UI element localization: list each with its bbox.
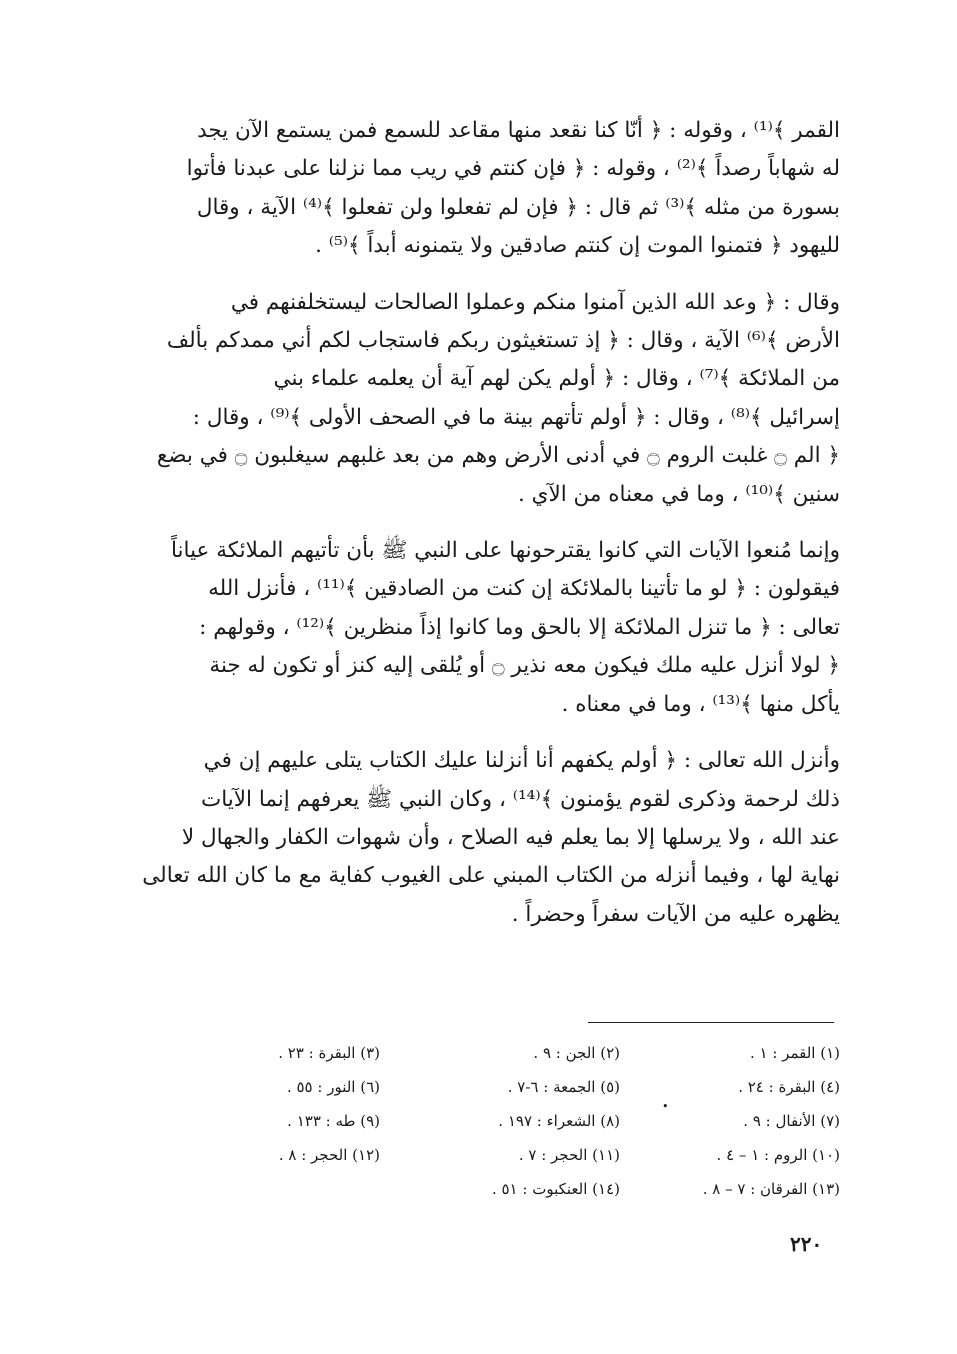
footnote: (٥) الجمعة : ٦-٧ . xyxy=(507,1078,620,1096)
footnote: (١٤) العنكبوت : ٥١ . xyxy=(491,1180,620,1198)
text-line: تعالى : ﴿ ما تنزل الملائكة إلا بالحق وما كانوا إذاً منظرين ﴾⁽¹²⁾ ، وقولهم : xyxy=(199,614,840,640)
footnote: (٦) النور : ٥٥ . xyxy=(286,1078,380,1096)
footnote: (١١) الحجر : ٧ . xyxy=(518,1146,620,1164)
footnote: (٨) الشعراء : ١٩٧ . xyxy=(498,1112,620,1130)
footnote-divider xyxy=(588,1022,834,1023)
text-line: الأرض ﴾⁽⁶⁾ الآية ، وقال : ﴿ إذ تستغيثون ربكم فاستجاب لكم أني ممدكم بألف xyxy=(166,328,840,354)
footnote-row xyxy=(150,1172,840,1206)
ink-speck: • xyxy=(662,1100,669,1113)
text-line: عند الله ، ولا يرسلها إلا بما يعلم فيه الصلاح ، وأن شهوات الكفار والجهال لا xyxy=(181,824,840,850)
text-line: إسرائيل ﴾⁽⁸⁾ ، وقال : ﴿ أولم تأتهم بينة ما في الصحف الأولى ﴾⁽⁹⁾ ، وقال : xyxy=(192,404,840,430)
text-line: لليهود ﴿ فتمنوا الموت إن كنتم صادقين ولا يتمنونه أبداً ﴾⁽⁵⁾ . xyxy=(315,233,840,259)
footnote: (٣) البقرة : ٢٣ . xyxy=(278,1044,380,1062)
footnote xyxy=(160,1172,380,1206)
footnote: (٤) البقرة : ٢٤ . xyxy=(738,1078,840,1096)
text-line: يأكل منها ﴾⁽¹³⁾ ، وما في معناه . xyxy=(561,691,840,717)
page-number: ٢٢٠ xyxy=(790,1232,823,1256)
text-line: ذلك لرحمة وذكرى لقوم يؤمنون ﴾⁽¹⁴⁾ ، وكان النبي ﷺ يعرفهم إنما الآيات xyxy=(200,786,840,812)
text-line: من الملائكة ﴾⁽⁷⁾ ، وقال : ﴿ أولم يكن لهم آية أن يعلمه علماء بني xyxy=(273,366,840,392)
text-line: فيقولون : ﴿ لو ما تأتينا بالملائكة إن كنت من الصادقين ﴾⁽¹¹⁾ ، فأنزل الله xyxy=(208,576,840,602)
paragraph-2 xyxy=(118,284,840,514)
text-line: وقال : ﴿ وعد الله الذين آمنوا منكم وعملوا الصالحات ليستخلفنهم في xyxy=(230,289,840,315)
footnote: (٩) طه : ١٣٣ . xyxy=(287,1112,380,1130)
footnote-row xyxy=(150,1070,840,1104)
footnotes xyxy=(150,1036,840,1206)
footnote: (١٢) الحجر : ٨ . xyxy=(278,1146,380,1164)
footnote: (٢) الجن : ٩ . xyxy=(533,1044,620,1062)
text-line: وأنزل الله تعالى : ﴿ أولم يكفهم أنا أنزلنا عليك الكتاب يتلى عليهم إن في xyxy=(203,748,840,774)
footnote-row xyxy=(150,1036,840,1070)
text-line: سنين ﴾⁽¹⁰⁾ ، وما في معناه من الآي . xyxy=(517,481,840,507)
paragraph-3 xyxy=(118,532,840,724)
text-line: نهاية لها ، وفيما أنزله من الكتاب المبني على الغيوب كفاية مع ما كان الله تعالى xyxy=(142,863,840,889)
footnote: (٧) الأنفال : ٩ . xyxy=(743,1112,840,1130)
paragraph-4 xyxy=(118,742,840,934)
text-line: وإنما مُنعوا الآيات التي كانوا يقترحونها على النبي ﷺ بأن تأتيهم الملائكة عياناً xyxy=(170,538,840,564)
footnote: (١) القمر : ١ . xyxy=(749,1044,840,1062)
paragraph-1 xyxy=(118,112,840,266)
footnote: (١٣) الفرقان : ٧ – ٨ . xyxy=(702,1180,840,1198)
main-text xyxy=(118,112,840,952)
footnote-row xyxy=(150,1138,840,1172)
text-line: بسورة من مثله ﴾⁽³⁾ ثم قال : ﴿ فإن لم تفعلوا ولن تفعلوا ﴾⁽⁴⁾ الآية ، وقال xyxy=(196,194,840,220)
footnote: (١٠) الروم : ١ – ٤ . xyxy=(716,1146,840,1164)
text-line: له شهاباً رصداً ﴾⁽²⁾ ، وقوله : ﴿ فإن كنتم في ريب مما نزلنا على عبدنا فأتوا xyxy=(186,156,840,182)
text-line: القمر ﴾⁽¹⁾ ، وقوله : ﴿ أنّا كنا نقعد منها مقاعد للسمع فمن يستمع الآن يجد xyxy=(197,118,840,143)
text-line: يظهره عليه من الآيات سفراً وحضراً . xyxy=(511,901,840,927)
text-line: ﴿ الم ۝ غلبت الروم ۝ في أدنى الأرض وهم من بعد غلبهم سيغلبون ۝ في بضع xyxy=(156,443,840,469)
footnote-row xyxy=(150,1104,840,1138)
text-line: ﴿ لولا أنزل عليه ملك فيكون معه نذير ۝ أو يُلقى إليه كنز أو تكون له جنة xyxy=(209,653,840,679)
